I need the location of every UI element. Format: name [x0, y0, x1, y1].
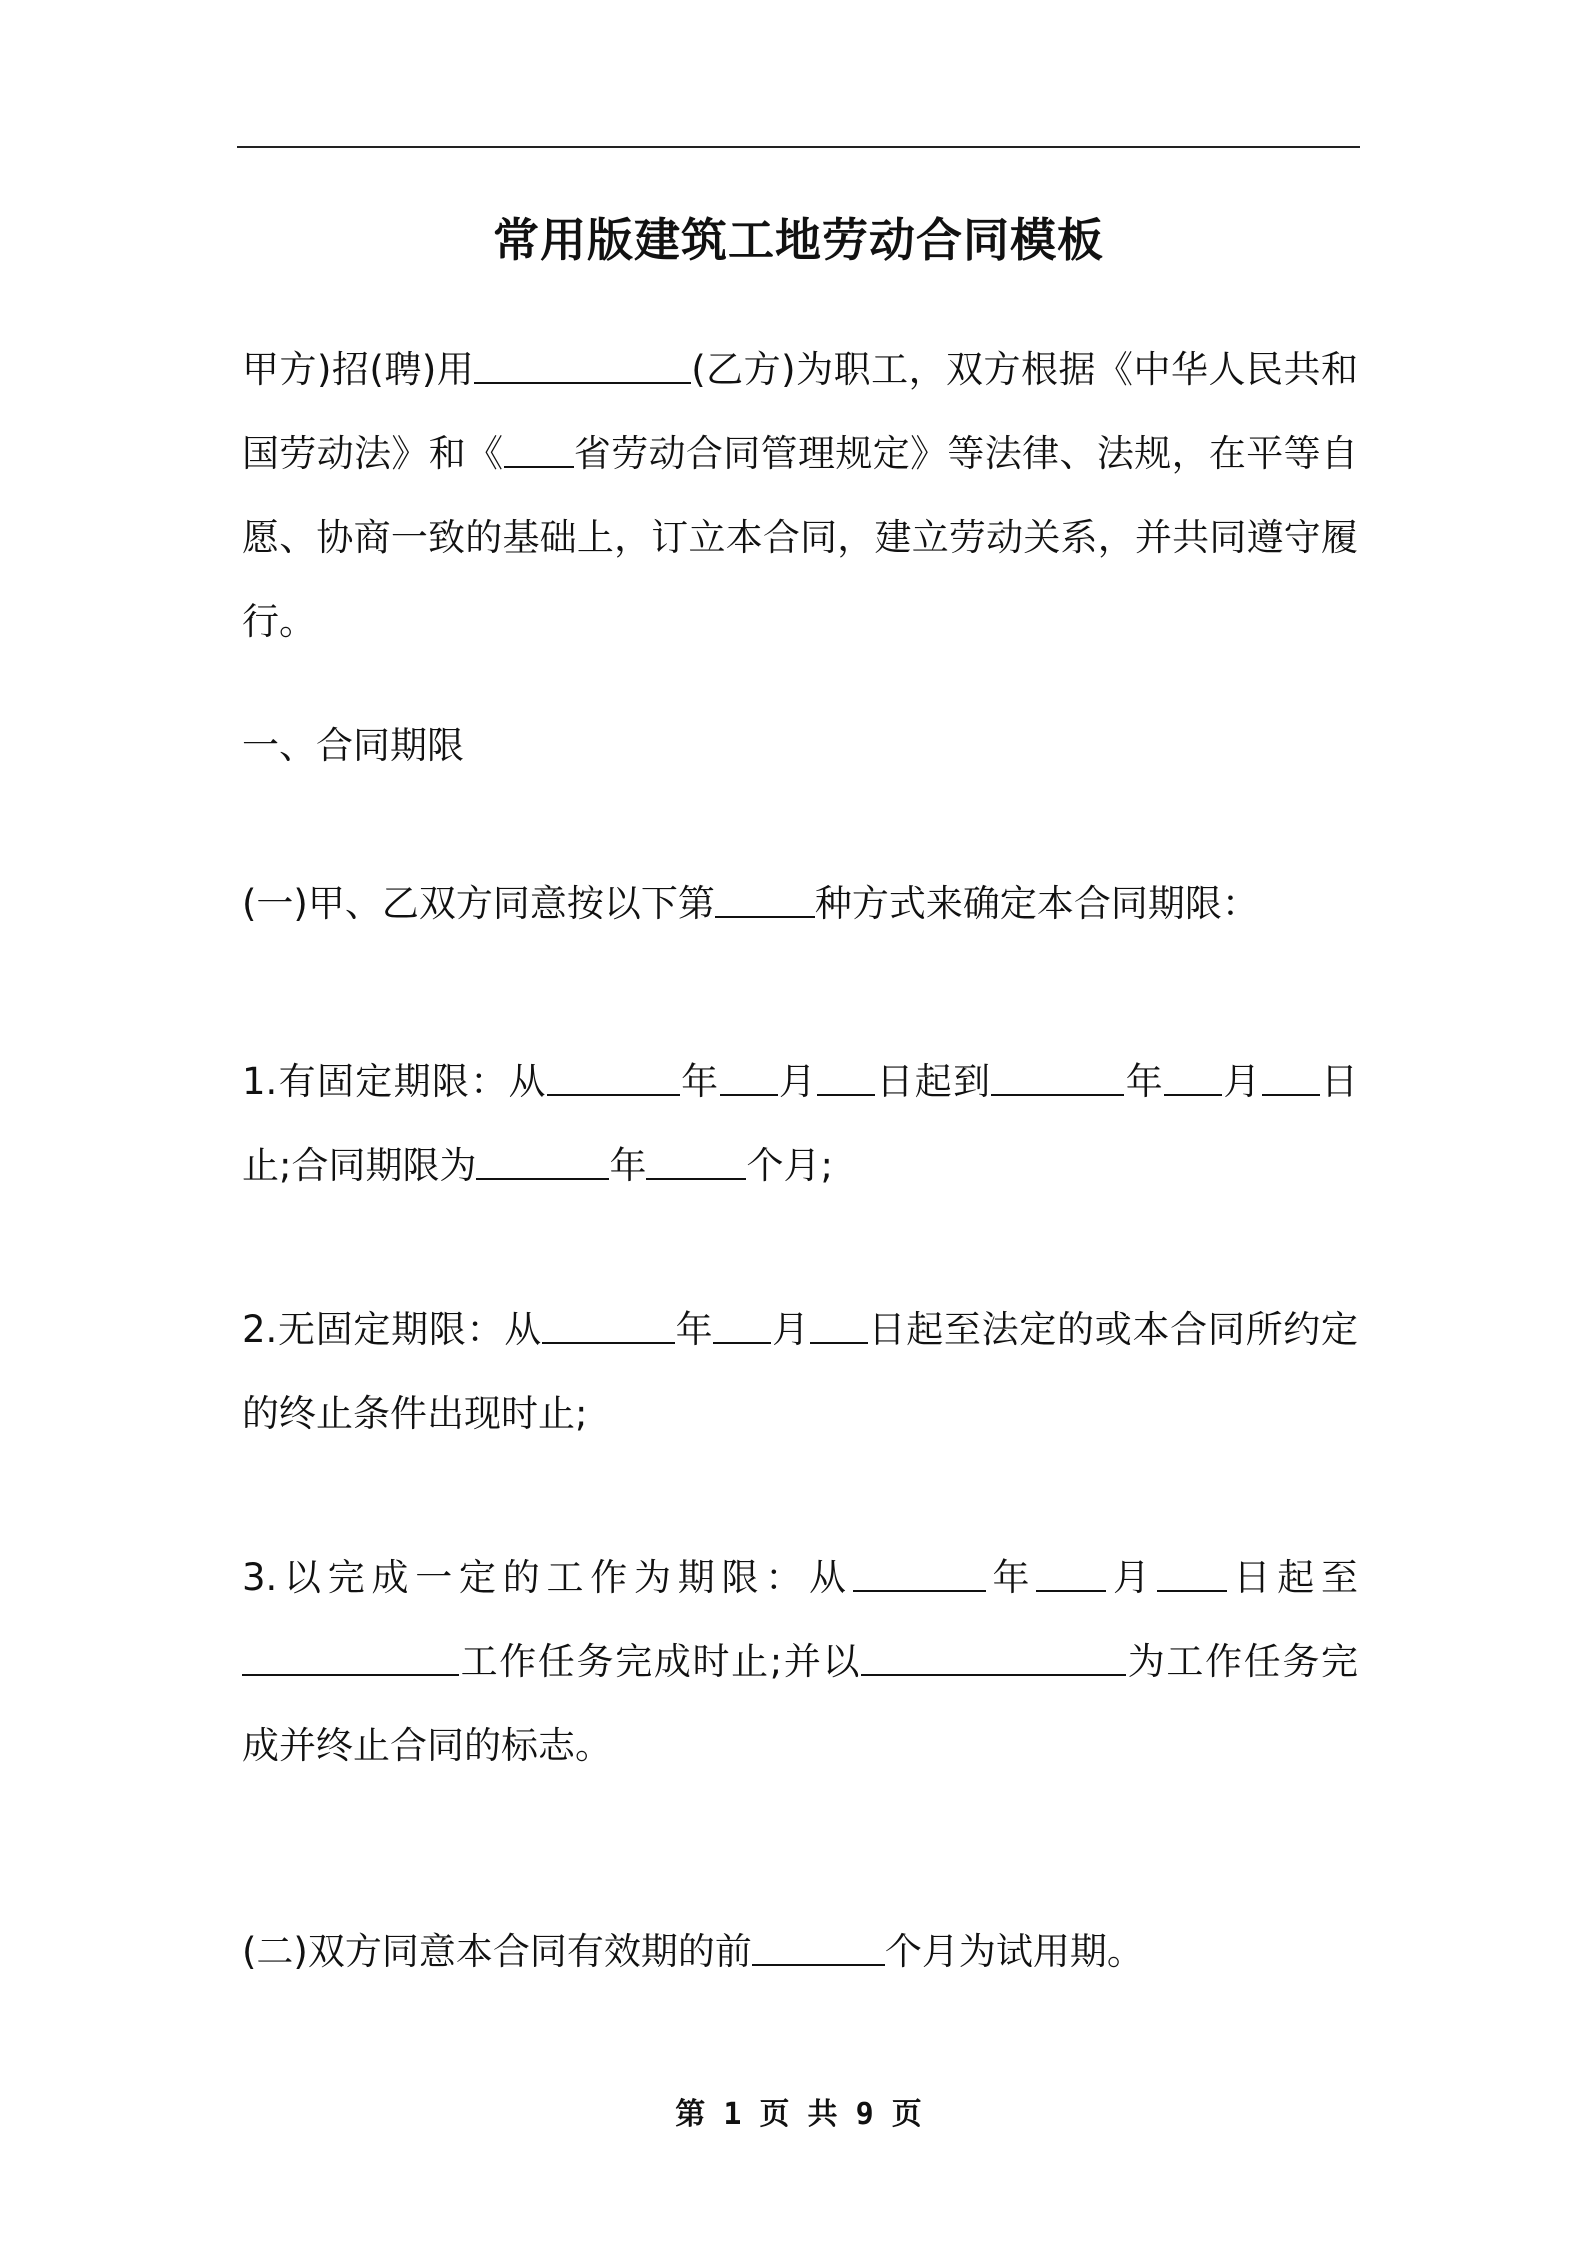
item-3-text-3: 为工作任务完成并终止合同的标志。 [242, 1640, 1358, 1767]
document-title: 常用版建筑工地劳动合同模板 [493, 213, 1104, 267]
item-3-paragraph [242, 1536, 1358, 1788]
employee-name-blank[interactable] [474, 342, 691, 384]
clause-1-text-1: (一)甲、乙双方同意按以下第 [242, 882, 715, 925]
clause-1-text-2: 种方式来确定本合同期限： [814, 882, 1259, 925]
item-2-end-text: 日起至法定的或本合同所约定的终止条件出现时止; [242, 1308, 1359, 1435]
clause-2-text-1: (二)双方同意本合同有效期的前 [242, 1930, 752, 1973]
item-1-term-months-blank[interactable] [646, 1138, 746, 1180]
item-2-start-day-blank[interactable] [810, 1302, 868, 1344]
probation-months-blank[interactable] [752, 1924, 885, 1966]
item-3-start-month-blank[interactable] [1036, 1550, 1106, 1592]
item-2-year-label: 年 [674, 1308, 714, 1351]
item-1-end-month-blank[interactable] [1164, 1054, 1222, 1096]
clause-1-paragraph [242, 862, 1358, 946]
item-1-start-year-blank[interactable] [547, 1054, 680, 1096]
item-2-text-1: 2.无固定期限：从 [242, 1308, 542, 1351]
item-1-end-day-blank[interactable] [1262, 1054, 1320, 1096]
item-2-month-label: 月 [771, 1308, 810, 1351]
item-1-term-years-blank[interactable] [476, 1138, 609, 1180]
item-2-start-year-blank[interactable] [542, 1302, 675, 1344]
clause-2-paragraph [242, 1910, 1358, 1994]
intro-paragraph [242, 328, 1358, 664]
item-2-start-month-blank[interactable] [713, 1302, 771, 1344]
item-1-start-day-blank[interactable] [817, 1054, 875, 1096]
item-3-start-year-blank[interactable] [853, 1550, 986, 1592]
item-1-month-label: 月 [777, 1060, 818, 1103]
intro-text-3: 省劳动合同管理规定》等法律、法规，在平等自愿、协商一致的基础上，订立本合同，建立劳动关系，并共同遵守履行。 [242, 432, 1358, 643]
item-3-completion-mark-blank[interactable] [861, 1634, 1126, 1676]
item-1-paragraph [242, 1040, 1358, 1208]
item-1-months-label: 个月; [746, 1144, 833, 1187]
item-1-end-month-label: 月 [1222, 1060, 1262, 1103]
item-1-end-year-blank[interactable] [991, 1054, 1124, 1096]
item-1-text-1: 1.有固定期限：从 [242, 1060, 547, 1103]
item-2-paragraph [242, 1288, 1358, 1456]
item-3-start-day-blank[interactable] [1157, 1550, 1227, 1592]
item-1-end-year-label: 年 [1124, 1060, 1165, 1103]
intro-text-1: 甲方)招(聘)用 [242, 348, 475, 391]
clause-2-text-2: 个月为试用期。 [884, 1930, 1144, 1973]
item-3-month-label: 月 [1106, 1556, 1157, 1599]
item-1-end-text: 止;合同期限为 [242, 1144, 477, 1187]
item-1-year-label: 年 [679, 1060, 720, 1103]
province-blank[interactable] [504, 426, 574, 468]
header-rule [237, 146, 1360, 148]
section-heading-term: 一、合同期限 [242, 724, 464, 767]
page-number: 第 1 页 共 9 页 [675, 2097, 922, 2132]
item-1-term-year-label: 年 [609, 1144, 647, 1187]
method-number-blank[interactable] [715, 876, 815, 918]
intro-text-2: (乙方)为职工，双方根据《中华人民共和国劳动法》和《 [242, 348, 1358, 475]
item-3-day-to-label: 日起至 [1226, 1556, 1359, 1599]
item-1-day-label: 日 [1319, 1060, 1359, 1103]
item-3-task-blank[interactable] [242, 1634, 459, 1676]
item-3-year-label: 年 [985, 1556, 1037, 1599]
item-1-day-to-label: 日起到 [875, 1060, 992, 1103]
item-3-text-1: 3.以完成一定的工作为期限：从 [242, 1556, 853, 1599]
item-1-start-month-blank[interactable] [720, 1054, 778, 1096]
item-3-text-2: 工作任务完成时止;并以 [459, 1640, 862, 1683]
